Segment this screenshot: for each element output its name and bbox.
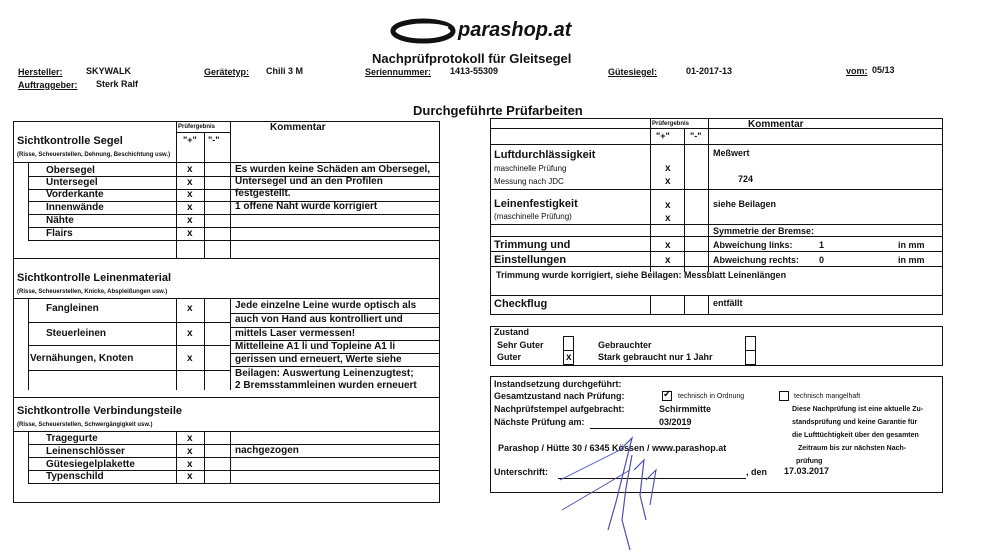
guetesiegel-value: 01-2017-13 xyxy=(686,66,733,76)
segel-row-label: Untersegel xyxy=(46,177,98,188)
zustand-guter-mark: x xyxy=(566,352,572,363)
unterschrift-label: Unterschrift: xyxy=(494,467,549,477)
verbindung-row-plus-mark: x xyxy=(187,446,193,457)
leinen-subtitle: (Risse, Scheuerstellen, Knicke, Abspleißungen usw.) xyxy=(17,289,168,295)
luft-plus-mark: x xyxy=(665,176,671,187)
luft-title: Luftdurchlässigkeit xyxy=(494,149,596,161)
document-title: Nachprüfprotokoll für Gleitsegel xyxy=(372,51,572,66)
zustand-guter-checkbox[interactable] xyxy=(563,350,574,365)
instand-line1: Instandsetzung durchgeführt: xyxy=(494,379,622,389)
technisch-ok-checkbox[interactable] xyxy=(662,391,672,401)
abweichung-rechts-unit: in mm xyxy=(898,255,925,265)
abweichung-rechts-value: 0 xyxy=(819,255,825,265)
naechste-value: 03/2019 xyxy=(659,417,692,427)
leinen-comment-line: Jede einzelne Leine wurde optisch als xyxy=(235,300,417,311)
left-plus-header: "+" xyxy=(183,135,197,145)
leinenfest-plus-mark: x xyxy=(665,213,671,224)
leinenfest-title: Leinenfestigkeit xyxy=(494,198,578,210)
siehe-beilagen: siehe Beilagen xyxy=(713,199,777,209)
signature xyxy=(560,410,710,555)
zustand-sehr-guter-label: Sehr Guter xyxy=(497,340,544,350)
leinen-row-plus-mark: x xyxy=(187,328,193,339)
zustand-gebrauchter-label: Gebrauchter xyxy=(598,340,652,350)
zustand-stark-label: Stark gebraucht nur 1 Jahr xyxy=(598,352,713,362)
leinen-row-plus-mark: x xyxy=(187,303,193,314)
verbindung-row-plus-mark: x xyxy=(187,433,193,444)
zustand-gebrauchter-checkbox[interactable] xyxy=(745,336,756,351)
leinen-comment-line: auch von Hand aus kontrolliert und xyxy=(235,314,403,325)
vom-value: 05/13 xyxy=(872,65,895,75)
segel-row-plus-mark: x xyxy=(187,215,193,226)
segel-subtitle: (Risse, Scheuerstellen, Dehnung, Beschichtung usw.) xyxy=(17,152,171,158)
trimmung-title-1: Trimmung und xyxy=(494,239,571,251)
auftraggeber-value: Sterk Ralf xyxy=(96,79,139,89)
leinenfest-plus-mark: x xyxy=(665,200,671,211)
zustand-guter-label: Guter xyxy=(497,352,522,362)
segel-row-plus-mark: x xyxy=(187,164,193,175)
abweichung-rechts-label: Abweichung rechts: xyxy=(713,255,800,265)
luft-row-maschinell: maschinelle Prüfung xyxy=(494,164,567,173)
technisch-mangel-label: technisch mangelhaft xyxy=(794,393,861,400)
segel-row-plus-mark: x xyxy=(187,189,193,200)
section-title: Durchgeführte Prüfarbeiten xyxy=(413,103,583,118)
leinen-comment-line: 2 Bremsstammleinen wurden erneuert xyxy=(235,380,417,391)
trimmung-note: Trimmung wurde korrigiert, siehe Beilagen: Messblatt Leinenlängen xyxy=(496,270,787,280)
abweichung-links-value: 1 xyxy=(819,240,825,250)
verbindung-title: Sichtkontrolle Verbindungsteile xyxy=(17,405,183,417)
abweichung-links-unit: in mm xyxy=(898,240,925,250)
left-pruefergebnis-header: Prüfergebnis xyxy=(178,124,216,130)
disclaimer-line: prüfung xyxy=(796,458,823,465)
segel-row-comment: 1 offene Naht wurde korrigiert xyxy=(235,201,378,212)
leinen-row-label: Steuerleinen xyxy=(46,328,107,339)
guetesiegel-label: Gütesiegel: xyxy=(608,67,658,77)
disclaimer-line: standsprüfung und keine Garantie für xyxy=(792,419,918,426)
seriennummer-value: 1413-55309 xyxy=(450,66,499,76)
disclaimer-line: die Lufttüchtigkeit über den gesamten xyxy=(792,432,919,439)
verbindung-subtitle: (Risse, Scheuerstellen, Schwergängigkeit usw.) xyxy=(17,422,153,428)
leinen-row-plus-mark: x xyxy=(187,353,193,364)
trimmung-plus-mark: x xyxy=(665,240,671,251)
leinen-row-label: Vernähungen, Knoten xyxy=(30,353,134,364)
segel-row-label: Flairs xyxy=(46,228,73,239)
zustand-sehr-guter-checkbox[interactable] xyxy=(563,336,574,351)
disclaimer-line: Zeitraum bis zur nächsten Nach- xyxy=(798,445,907,452)
trimmung-plus-mark: x xyxy=(665,255,671,266)
verbindung-row-label: Tragegurte xyxy=(46,433,98,444)
disclaimer-line: Diese Nachprüfung ist eine aktuelle Zu- xyxy=(792,406,924,413)
segel-row-plus-mark: x xyxy=(187,202,193,213)
technisch-mangel-checkbox[interactable] xyxy=(779,391,789,401)
segel-title: Sichtkontrolle Segel xyxy=(17,135,123,147)
logo xyxy=(390,14,605,48)
instand-line2: Gesamtzustand nach Prüfung: xyxy=(494,391,625,401)
left-minus-header: "-" xyxy=(208,135,220,145)
segel-row-comment: Es wurden keine Schäden am Obersegel, xyxy=(235,164,431,175)
hersteller-label: Hersteller: xyxy=(18,67,63,77)
segel-row-plus-mark: x xyxy=(187,177,193,188)
trimmung-title-2: Einstellungen xyxy=(494,254,567,266)
leinen-comment-line: Mittelleine A1 li und Topleine A1 li xyxy=(235,341,396,352)
right-kommentar-header: Kommentar xyxy=(748,119,804,130)
address: Parashop / Hütte 30 / 6345 Kössen / www.parashop.at xyxy=(498,443,727,453)
vom-label: vom: xyxy=(846,66,868,76)
messwert-label: Meßwert xyxy=(713,148,750,158)
leinenfest-subtitle: (maschinelle Prüfung) xyxy=(494,212,572,221)
den-label: , den xyxy=(746,467,768,477)
right-plus-header: "+" xyxy=(656,131,670,141)
hersteller-value: SKYWALK xyxy=(86,66,131,76)
verbindung-row-label: Leinenschlösser xyxy=(46,446,125,457)
zustand-title: Zustand xyxy=(494,327,529,337)
verbindung-row-plus-mark: x xyxy=(187,459,193,470)
leinen-row-label: Fangleinen xyxy=(46,303,99,314)
segel-row-plus-mark: x xyxy=(187,228,193,239)
verbindung-row-plus-mark: x xyxy=(187,471,193,482)
leinen-comment-line: gerissen und erneuert, Werte siehe xyxy=(235,354,402,365)
auftraggeber-label: Auftraggeber: xyxy=(18,80,78,90)
segel-row-label: Innenwände xyxy=(46,202,104,213)
stempel-value: Schirmmitte xyxy=(659,404,712,414)
logo-text: parashop.at xyxy=(458,19,572,41)
geraetetyp-value: Chili 3 M xyxy=(266,66,304,76)
checkflug-label: Checkflug xyxy=(494,298,548,310)
leinen-comment-line: Beilagen: Auswertung Leinenzugtest; xyxy=(235,368,414,379)
logo-swoosh-icon xyxy=(390,18,456,44)
checkflug-value: entfällt xyxy=(713,298,743,308)
leinen-title: Sichtkontrolle Leinenmaterial xyxy=(17,272,172,284)
seriennummer-label: Seriennummer: xyxy=(365,67,432,77)
leinen-comment-line: mittels Laser vermessen! xyxy=(235,328,356,339)
stempel-label: Nachprüfstempel aufgebracht: xyxy=(494,404,625,414)
zustand-stark-checkbox[interactable] xyxy=(745,350,756,365)
verbindung-row-label: Gütesiegelplakette xyxy=(46,459,135,470)
naechste-label: Nächste Prüfung am: xyxy=(494,417,585,427)
luft-row-jdc: Messung nach JDC xyxy=(494,177,564,186)
technisch-ok-check-icon: ✓ xyxy=(663,389,672,400)
segel-row-label: Nähte xyxy=(46,215,74,226)
geraetetyp-label: Gerätetyp: xyxy=(204,67,250,77)
date-value: 17.03.2017 xyxy=(784,466,830,476)
left-kommentar-header: Kommentar xyxy=(270,122,326,133)
segel-row-label: Vorderkante xyxy=(46,189,104,200)
right-minus-header: "-" xyxy=(690,131,702,141)
symmetrie-label: Symmetrie der Bremse: xyxy=(713,226,815,236)
segel-row-comment: Untersegel und an den Profilen xyxy=(235,176,383,187)
verbindung-row-label: Typenschild xyxy=(46,471,104,482)
segel-row-label: Obersegel xyxy=(46,165,95,176)
segel-row-comment: festgestellt. xyxy=(235,188,291,199)
right-pruefergebnis-header: Prüfergebnis xyxy=(652,121,690,127)
abweichung-links-label: Abweichung links: xyxy=(713,240,793,250)
technisch-ok-label: technisch in Ordnung xyxy=(678,393,745,400)
luft-plus-mark: x xyxy=(665,163,671,174)
messwert-value: 724 xyxy=(738,174,754,184)
verbindung-row-comment: nachgezogen xyxy=(235,445,299,456)
